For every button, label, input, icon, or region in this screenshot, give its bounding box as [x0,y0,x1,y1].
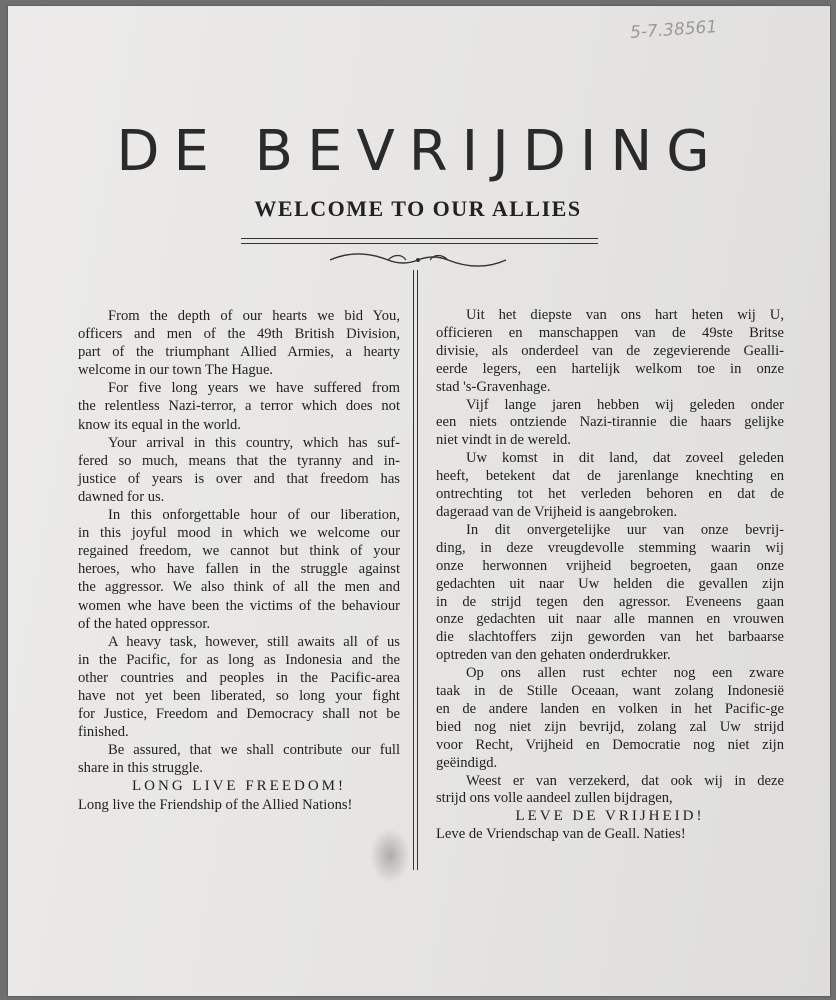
text-line: officieren en manschappen van de 49ste Britse [436,324,784,341]
slogan: LEVE DE VRIJHEID! [515,808,705,825]
text-line: regained freedom, we cannot but think of your [78,543,400,560]
text-line: Uit het diepste van ons hart heten wij U, [466,307,784,323]
text-line: other countries and peoples in the Pacific-area [78,669,400,686]
closing-line: Leve de Vriendschap van de Geall. Naties! [436,826,686,843]
text-line: the relentless Nazi-terror, a terror which does not [78,398,400,415]
column-divider [413,270,418,870]
dutch-paragraph [436,450,784,522]
archive-number: 5-7.38561 [629,16,718,44]
text-line: een niets ontziende Nazi-tirannie die haars gelijke [436,414,784,431]
text-line: share in this struggle. [78,760,203,777]
dutch-paragraph [436,307,784,397]
text-line: welcome in our town The Hague. [78,362,274,379]
text-line: dageraad van de Vrijheid is aangebroken. [436,503,678,520]
english-paragraph [78,506,400,633]
leaflet-page [8,6,830,996]
text-line: ding, in deze vreugdevolle stemming waarin wij [436,539,784,556]
text-line: gedachten uit naar Uw helden die gevallen zijn [436,575,784,592]
text-line: Uw komst in dit land, dat zoveel geleden [466,450,784,467]
text-line: have not yet been liberated, so long your fight [78,687,400,704]
text-line: taak in de Stille Oceaan, want zolang Indonesië [436,683,784,700]
title-rule-top [241,238,598,239]
text-line: For five long years we have suffered from [108,380,400,397]
text-line: bied nog niet zijn bevrijd, zolang zal Uw strijd [436,718,784,735]
english-paragraph [78,434,400,506]
text-line: onze gedachten uit naar alle mannen en vrouwen [436,611,784,628]
english-paragraph [78,307,400,379]
text-line: onze herwonnen vrijheid begroeten, gaan onze [436,557,784,574]
text-line: In this onforgettable hour of our liberation, [108,507,400,524]
text-line: for Justice, Freedom and Democracy shall not be [78,706,400,723]
text-line: niet vindt in de wereld. [436,432,571,449]
text-line: of the hated oppressor. [78,615,211,632]
text-line: Op ons allen rust echter nog een zware [466,665,784,682]
text-line: strijd ons volle aandeel zullen bijdragen, [436,790,673,807]
text-line: finished. [78,724,129,741]
dutch-paragraph [436,773,784,809]
text-line: Be assured, that we shall contribute our full [108,742,400,759]
english-paragraph [78,379,400,433]
text-line: fered so much, means that the tyranny and in- [78,452,400,469]
text-line: part of the triumphant Allied Armies, a hearty [78,344,400,361]
text-line: justice of years is over and that freedom has [78,470,400,487]
text-line: the aggressor. We also think of all the men and [78,579,400,596]
text-line: stad 's-Gravenhage. [436,378,551,395]
text-line: know its equal in the world. [78,416,241,433]
english-paragraph [78,741,400,777]
dutch-paragraph [436,665,784,772]
text-line: Vijf lange jaren hebben wij geleden onder [466,396,784,413]
dutch-column [436,307,784,844]
text-line: in de strijd tegen den agressor. Eveneens gaan [436,593,784,610]
text-line: heroes, who have fallen in the struggle against [78,561,400,578]
text-line: optreden van den gehaten onderdrukker. [436,647,671,664]
english-paragraph [78,633,400,742]
text-line: heeft, betekent dat de jarenlange knechting en [436,468,784,485]
closing-line: Long live the Friendship of the Allied Nations! [78,796,353,813]
text-line: women whe have been the victims of the behaviour [78,597,400,614]
slogan: LONG LIVE FREEDOM! [132,778,346,795]
text-line: eerde legers, een hartelijk welkom toe in onze [436,360,784,377]
english-column [78,307,400,814]
text-line: in the Pacific, for as long as Indonesia and the [78,651,400,668]
text-line: In dit onvergetelijke uur van onze bevrij- [466,521,784,538]
title-rule-bottom [241,243,598,244]
text-line: en de andere landen en volken in het Pacific-ge [436,700,784,717]
text-line: voor Recht, Vrijheid en Democratie nog niet zijn [436,736,784,753]
text-line: Weest er van verzekerd, dat ook wij in deze [466,772,784,789]
text-line: die slachtoffers zijn geworden van het barbaarse [436,629,784,646]
text-line: divisie, als onderdeel van de zegevierende Gealli- [436,342,784,359]
text-line: Your arrival in this country, which has suf- [108,434,400,451]
paper-stain [370,828,410,883]
page-subtitle: WELCOME TO OUR ALLIES [254,196,582,221]
ornament-flourish [328,250,508,270]
text-line: ontrechting tot het verleden behoren en dat de [436,486,784,503]
text-line: A heavy task, however, still awaits all of us [108,633,400,650]
dutch-paragraph [436,522,784,665]
text-line: From the depth of our hearts we bid You, [108,308,400,324]
page-title: DE BEVRIJDING [116,119,724,184]
text-line: dawned for us. [78,488,165,505]
dutch-paragraph [436,397,784,451]
text-line: in this joyful mood in which we welcome our [78,525,400,542]
text-line: officers and men of the 49th British Division, [78,326,400,343]
text-line: geëindigd. [436,754,498,771]
